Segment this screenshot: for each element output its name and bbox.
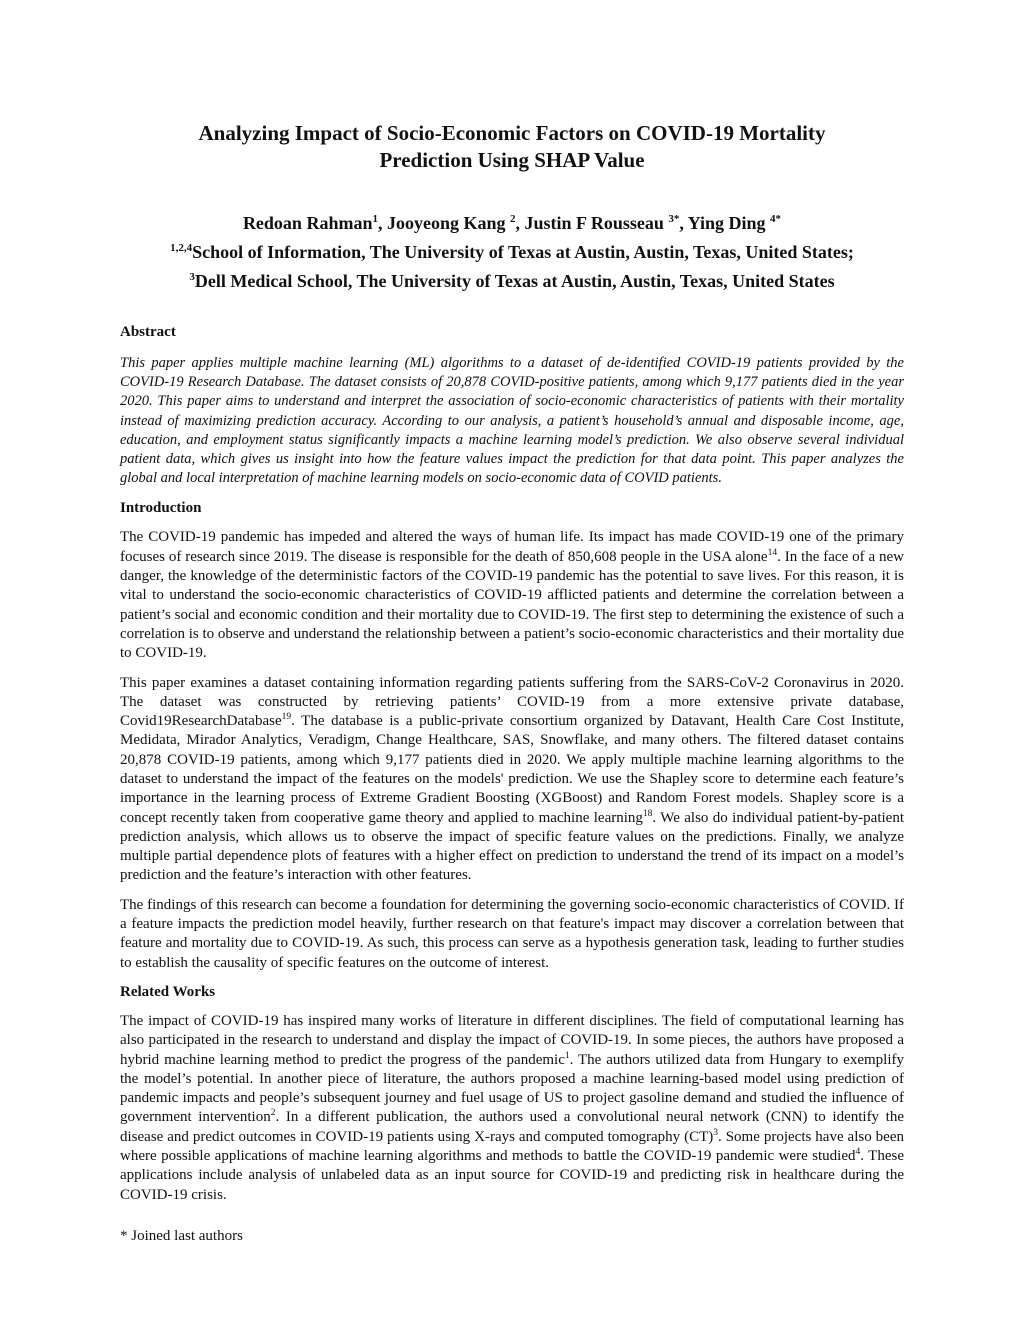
author-3: , Justin F Rousseau [515, 213, 669, 233]
intro-p2-text-c: . We also do individual patient-by-patient prediction analysis, which allows us to observe the impact of specific feature values on the predictions. Finally, we analyze multiple partial dependence plots of features with a higher effect on prediction to understand the trend of its impact on a model’s prediction and the feature’s interaction with other features. [120, 809, 904, 884]
author-4: , Ying Ding [679, 213, 771, 233]
citation-3: 3 [713, 1127, 718, 1138]
affiliation-2-text: Dell Medical School, The University of Texas at Austin, Austin, Texas, United States [194, 271, 835, 291]
intro-paragraph-1 [120, 528, 904, 663]
intro-p2-text-b: . The database is a public-private consortium organized by Datavant, Health Care Cost Institute, Medidata, Mirador Analytics, Veradigm, Change Healthcare, SAS, Snowflake, and many others. The filtered dataset contains 20,878 COVID-19 patients, among which 9,177 patients died in 2020. We apply multiple machine learning algorithms to the dataset to understand the impact of the features on the models' prediction. We use the Shapley score to determine each feature’s importance in the learning process of Extreme Gradient Boosting (XGBoost) and Random Forest models. Shapley score is a concept recently taken from cooperative game theory and applied to machine learning [120, 713, 904, 826]
intro-p2-text-a: This paper examines a dataset containing information regarding patients suffering from the SARS-CoV-2 Coronavirus in 2020. The dataset was constructed by retrieving patients’ COVID-19 from a more extensive private database, Covid19ResearchDatabase [120, 674, 904, 730]
related-text-c: . In a different publication, the authors used a convolutional neural network (CNN) to identify the disease and predict outcomes in COVID-19 patients using X-rays and computed tomography (CT) [120, 1109, 904, 1145]
related-text-b: . The authors utilized data from Hungary to exemplify the model’s potential. In another piece of literature, the authors proposed a machine learning-based model using prediction of pandemic impacts and people’s subsequent journey and fuel usage of US to project gasoline demand and studied the influence of government intervention [120, 1051, 904, 1126]
paper-title [120, 120, 904, 174]
intro-paragraph-3: The findings of this research can become a foundation for determining the governing socio-economic characteristics of COVID. If a feature impacts the prediction model heavily, further research on that feature's impact may discover a correlation between that feature and mortality due to COVID-19. As such, this process can serve as a hypothesis generation task, leading to further studies to establish the causality of specific features on the outcome of interest. [120, 896, 904, 971]
footnote: * Joined last authors [120, 1228, 243, 1244]
related-works-heading: Related Works [120, 983, 216, 1000]
title-line-1: Analyzing Impact of Socio-Economic Factors on COVID-19 Mortality [198, 121, 826, 145]
citation-14: 14 [767, 547, 778, 558]
citation-2: 2 [270, 1108, 276, 1119]
author-3-sup: 3* [668, 213, 680, 225]
citation-18: 18 [642, 808, 653, 819]
abstract-heading: Abstract [120, 324, 176, 340]
related-text-a: The impact of COVID-19 has inspired many works of literature in different disciplines. The field of computational learning has also participated in the research to understand and display the impact of COVID-19. In some pieces, the authors have proposed a hybrid machine learning method to predict the progress of the pandemic [120, 1012, 904, 1068]
citation-4: 4 [855, 1147, 861, 1158]
author-2-sup: 2 [509, 213, 516, 225]
abstract-text: This paper applies multiple machine learning (ML) algorithms to a dataset of de-identified COVID-19 patients provided by the COVID-19 Research Database. The dataset consists of 20,878 COVID-positive patients, among which 9,177 patients died in the year 2020. This paper aims to understand and interpret the association of socio-economic characteristics of patients with their mortality instead of maximizing prediction accuracy. According to our analysis, a patient’s household’s annual and disposable income, age, education, and employment status significantly impacts a machine learning model’s prediction. We also observe several individual patient data, which gives us insight into how the feature values impact the prediction for that data point. This paper analyzes the global and local interpretation of machine learning models on socio-economic data of COVID patients. [120, 355, 904, 487]
author-list [120, 207, 904, 236]
citation-19: 19 [281, 712, 292, 723]
affiliation-1 [112, 236, 912, 265]
intro-p1-text-a: The COVID-19 pandemic has impeded and altered the ways of human life. Its impact has made COVID-19 one of the primary focuses of research since 2019. The disease is responsible for the death of 850,608 people in the USA alone [120, 529, 904, 565]
author-2: , Jooyeong Kang [377, 213, 510, 233]
citation-1: 1 [564, 1050, 570, 1061]
affiliation-2-sup: 3 [189, 271, 195, 283]
author-1-sup: 1 [372, 213, 378, 225]
affiliation-1-sup: 1,2,4 [170, 242, 193, 254]
author-4-sup: 4* [770, 213, 782, 225]
intro-paragraph-2 [120, 674, 904, 886]
author-1: Redoan Rahman [242, 213, 373, 233]
affiliation-1-text: School of Information, The University of Texas at Austin, Austin, Texas, United States; [192, 242, 854, 262]
introduction-heading: Introduction [120, 500, 202, 517]
related-paragraph [120, 1012, 904, 1205]
title-line-2: Prediction Using SHAP Value [379, 148, 645, 172]
intro-p1-text-b: . In the face of a new danger, the knowledge of the deterministic factors of the COVID-19 pandemic has the potential to save lives. For this reason, it is vital to understand the socio-economic characteristics of COVID-19 afflicted patients and determine the correlation between a patient’s social and economic condition and their mortality due to COVID-19. The first step to determining the existence of such a correlation is to observe and understand the relationship between a patient’s socio-economic characteristics and their mortality due to COVID-19. [120, 548, 904, 662]
affiliation-2 [120, 265, 904, 294]
paper-page [120, 120, 904, 1205]
related-text-d: . Some projects have also been where possible applications of machine learning algorithms and methods to battle the COVID-19 pandemic were studied [120, 1128, 905, 1165]
related-text-e: . These applications include analysis of unlabeled data as an input source for COVID-19 and predicting risk in healthcare during the COVID-19 crisis. [120, 1148, 904, 1203]
